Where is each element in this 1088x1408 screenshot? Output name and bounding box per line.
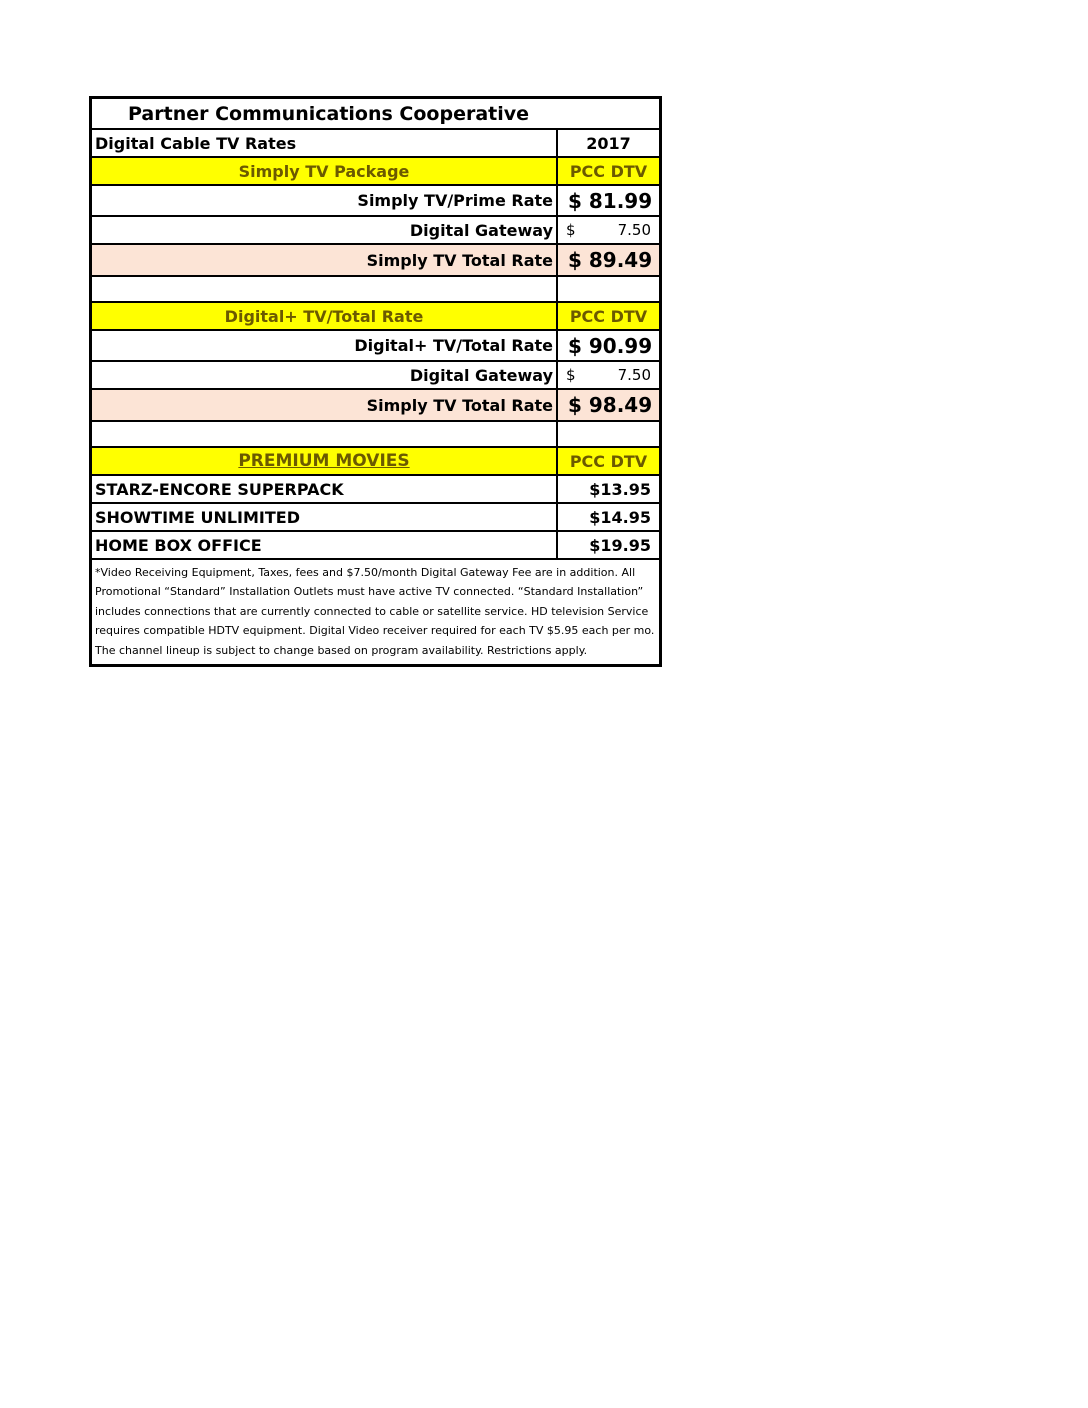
title-row bbox=[92, 99, 659, 130]
digital-plus-gateway-currency: $ bbox=[566, 366, 576, 384]
simply-tv-section-label: Simply TV Package bbox=[92, 158, 558, 184]
digital-plus-total-value: $ 98.49 bbox=[568, 393, 653, 417]
premium-item-name: STARZ-ENCORE SUPERPACK bbox=[92, 476, 558, 502]
simply-tv-gateway-value bbox=[558, 217, 659, 243]
digital-plus-column-label: PCC DTV bbox=[569, 306, 648, 326]
header-label: Digital Cable TV Rates bbox=[92, 130, 558, 156]
simply-tv-prime-value: $ 81.99 bbox=[568, 188, 653, 213]
premium-item-row bbox=[92, 504, 659, 532]
digital-plus-section-label: Digital+ TV/Total Rate bbox=[92, 303, 558, 329]
simply-tv-total-row bbox=[92, 245, 659, 277]
header-year: 2017 bbox=[586, 133, 631, 153]
simply-tv-prime-label: Simply TV/Prime Rate bbox=[92, 186, 558, 215]
premium-section-title: PREMIUM MOVIES bbox=[238, 451, 410, 471]
header-row bbox=[92, 130, 659, 158]
simply-tv-gateway-currency: $ bbox=[566, 221, 576, 239]
premium-section-label bbox=[92, 448, 558, 474]
premium-item-price: $19.95 bbox=[589, 535, 651, 555]
spacer-cell bbox=[92, 422, 558, 446]
premium-item-price: $13.95 bbox=[589, 479, 651, 499]
digital-plus-gateway-amount: 7.50 bbox=[617, 366, 651, 384]
spacer-row bbox=[92, 277, 659, 303]
simply-tv-gateway-amount: 7.50 bbox=[617, 221, 651, 239]
simply-tv-total-label: Simply TV Total Rate bbox=[92, 245, 558, 275]
simply-tv-gateway-label: Digital Gateway bbox=[92, 217, 558, 243]
premium-section-row bbox=[92, 448, 659, 476]
spacer-cell bbox=[558, 277, 659, 301]
simply-tv-total-value: $ 89.49 bbox=[568, 248, 653, 272]
premium-item-name: SHOWTIME UNLIMITED bbox=[92, 504, 558, 530]
simply-tv-prime-row bbox=[92, 186, 659, 217]
digital-plus-total-row bbox=[92, 390, 659, 422]
premium-item-row bbox=[92, 476, 659, 504]
premium-item-name: HOME BOX OFFICE bbox=[92, 532, 558, 558]
digital-plus-total-label: Simply TV Total Rate bbox=[92, 390, 558, 420]
digital-plus-rate-label: Digital+ TV/Total Rate bbox=[92, 331, 558, 360]
simply-tv-section-row bbox=[92, 158, 659, 186]
digital-plus-rate-value: $ 90.99 bbox=[568, 333, 653, 358]
rate-sheet bbox=[89, 96, 662, 667]
spacer-row bbox=[92, 422, 659, 448]
digital-plus-gateway-row bbox=[92, 362, 659, 390]
simply-tv-gateway-row bbox=[92, 217, 659, 245]
premium-item-row bbox=[92, 532, 659, 560]
sheet-title: Partner Communications Cooperative bbox=[128, 102, 530, 125]
spacer-cell bbox=[92, 277, 558, 301]
simply-tv-column-label: PCC DTV bbox=[569, 161, 648, 181]
digital-plus-gateway-label: Digital Gateway bbox=[92, 362, 558, 388]
premium-item-price: $14.95 bbox=[589, 507, 651, 527]
digital-plus-gateway-value bbox=[558, 362, 659, 388]
digital-plus-rate-row bbox=[92, 331, 659, 362]
footnote-row bbox=[92, 560, 659, 664]
digital-plus-section-row bbox=[92, 303, 659, 331]
premium-column-label: PCC DTV bbox=[569, 451, 648, 471]
spacer-cell bbox=[558, 422, 659, 446]
footnote-text: *Video Receiving Equipment, Taxes, fees and $7.50/month Digital Gateway Fee are in addition. All Promotional “Standard” Installation Outlets must have active TV connected. “Standard Installation” includes connections that are currently connected to cable or satellite service. HD television Service requires compatible HDTV equipment. Digital Video receiver required for each TV $5.95 each per mo. The channel lineup is subject to change based on program availability. Restrictions apply. bbox=[95, 566, 655, 657]
